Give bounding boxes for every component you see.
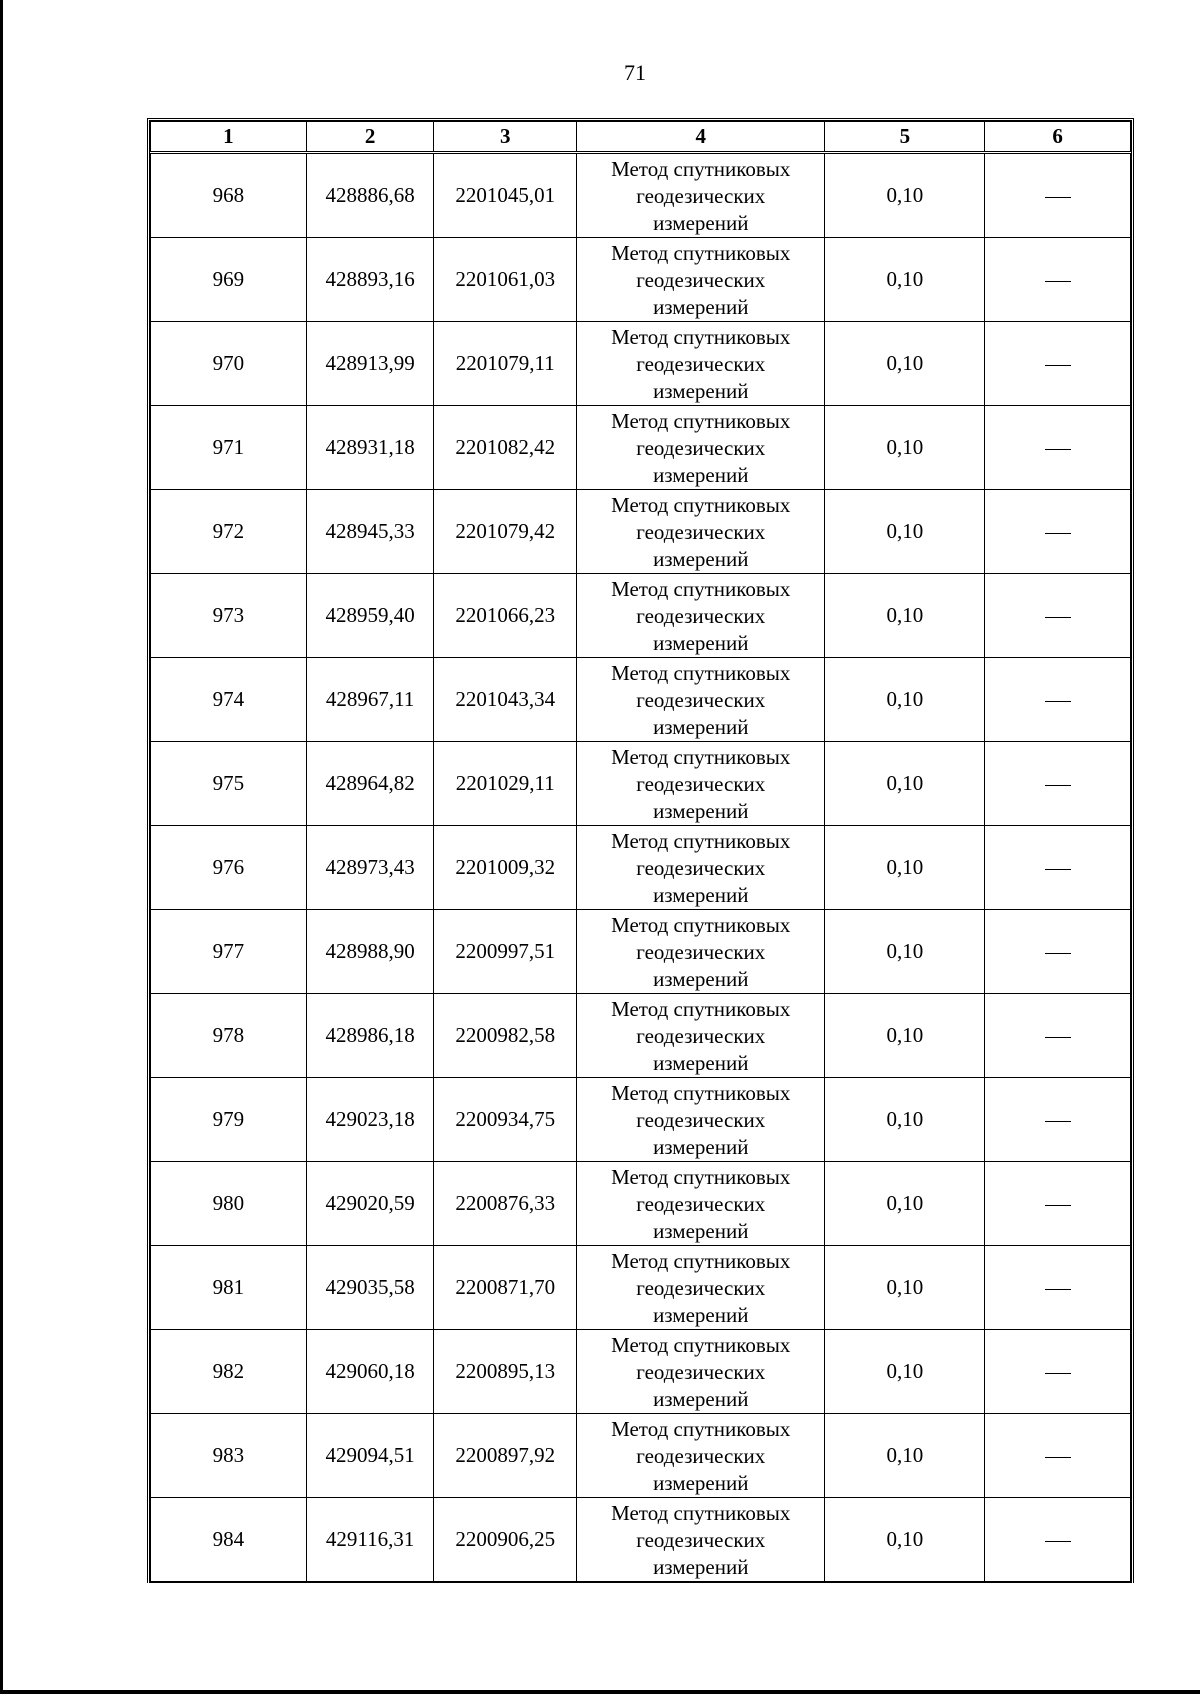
dash-mark: [1045, 1457, 1071, 1458]
column-header-3: 3: [434, 122, 577, 153]
y-coordinate-cell: 2200876,33: [434, 1162, 577, 1246]
method-cell: [577, 406, 825, 490]
table-row: [151, 238, 1131, 322]
x-coordinate-cell: 429020,59: [306, 1162, 434, 1246]
point-number-cell: 976: [151, 826, 307, 910]
accuracy-cell: 0,10: [825, 1246, 985, 1330]
point-number-cell: 972: [151, 490, 307, 574]
x-coordinate-cell: 428988,90: [306, 910, 434, 994]
table-row: [151, 406, 1131, 490]
note-cell: [985, 658, 1131, 742]
note-cell: [985, 1330, 1131, 1414]
table-row: [151, 742, 1131, 826]
point-number-cell: 977: [151, 910, 307, 994]
y-coordinate-cell: 2201029,11: [434, 742, 577, 826]
point-number-cell: 975: [151, 742, 307, 826]
accuracy-cell: 0,10: [825, 1498, 985, 1583]
point-number-cell: 983: [151, 1414, 307, 1498]
note-cell: [985, 826, 1131, 910]
point-number-cell: 982: [151, 1330, 307, 1414]
table-row: [151, 153, 1131, 238]
method-cell: [577, 1414, 825, 1498]
accuracy-cell: 0,10: [825, 574, 985, 658]
x-coordinate-cell: 429060,18: [306, 1330, 434, 1414]
page-number: 71: [624, 60, 646, 85]
note-cell: [985, 490, 1131, 574]
table-row: [151, 910, 1131, 994]
method-text: Метод спутниковых геодезических измерений: [611, 240, 791, 319]
accuracy-cell: 0,10: [825, 658, 985, 742]
y-coordinate-cell: 2200997,51: [434, 910, 577, 994]
method-cell: [577, 994, 825, 1078]
scan-edge-bottom: [0, 1690, 1200, 1694]
accuracy-cell: 0,10: [825, 910, 985, 994]
x-coordinate-cell: 428913,99: [306, 322, 434, 406]
x-coordinate-cell: 429035,58: [306, 1246, 434, 1330]
dash-mark: [1045, 365, 1071, 366]
dash-mark: [1045, 449, 1071, 450]
method-cell: [577, 742, 825, 826]
header-row: [151, 122, 1131, 153]
accuracy-cell: 0,10: [825, 994, 985, 1078]
note-cell: [985, 1498, 1131, 1583]
x-coordinate-cell: 428973,43: [306, 826, 434, 910]
method-text: Метод спутниковых геодезических измерений: [611, 492, 791, 571]
x-coordinate-cell: 428959,40: [306, 574, 434, 658]
method-cell: [577, 574, 825, 658]
note-cell: [985, 574, 1131, 658]
method-text: Метод спутниковых геодезических измерений: [611, 156, 791, 235]
dash-mark: [1045, 1289, 1071, 1290]
table-row: [151, 1330, 1131, 1414]
scan-edge-left: [0, 0, 3, 1694]
point-number-cell: 968: [151, 153, 307, 238]
table-row: [151, 826, 1131, 910]
accuracy-cell: 0,10: [825, 1414, 985, 1498]
x-coordinate-cell: 428886,68: [306, 153, 434, 238]
table-row: [151, 1246, 1131, 1330]
method-text: Метод спутниковых геодезических измерений: [611, 1416, 791, 1495]
point-number-cell: 984: [151, 1498, 307, 1583]
column-header-5: 5: [825, 122, 985, 153]
point-number-cell: 974: [151, 658, 307, 742]
x-coordinate-cell: 428967,11: [306, 658, 434, 742]
dash-mark: [1045, 785, 1071, 786]
point-number-cell: 978: [151, 994, 307, 1078]
note-cell: [985, 1078, 1131, 1162]
y-coordinate-cell: 2201043,34: [434, 658, 577, 742]
point-number-cell: 971: [151, 406, 307, 490]
method-text: Метод спутниковых геодезических измерений: [611, 1164, 791, 1243]
x-coordinate-cell: 428893,16: [306, 238, 434, 322]
note-cell: [985, 1414, 1131, 1498]
column-header-2: 2: [306, 122, 434, 153]
point-number-cell: 969: [151, 238, 307, 322]
x-coordinate-cell: 428986,18: [306, 994, 434, 1078]
table-body: [151, 153, 1131, 1583]
x-coordinate-cell: 428964,82: [306, 742, 434, 826]
x-coordinate-cell: 429023,18: [306, 1078, 434, 1162]
table-row: [151, 658, 1131, 742]
table-header: [151, 122, 1131, 153]
accuracy-cell: 0,10: [825, 1078, 985, 1162]
method-cell: [577, 1330, 825, 1414]
x-coordinate-cell: 428931,18: [306, 406, 434, 490]
y-coordinate-cell: 2200871,70: [434, 1246, 577, 1330]
note-cell: [985, 910, 1131, 994]
coordinates-table: [150, 121, 1131, 1583]
method-cell: [577, 153, 825, 238]
y-coordinate-cell: 2201066,23: [434, 574, 577, 658]
dash-mark: [1045, 1373, 1071, 1374]
table-row: [151, 574, 1131, 658]
y-coordinate-cell: 2200982,58: [434, 994, 577, 1078]
method-text: Метод спутниковых геодезических измерений: [611, 408, 791, 487]
method-text: Метод спутниковых геодезических измерений: [611, 324, 791, 403]
note-cell: [985, 406, 1131, 490]
method-cell: [577, 238, 825, 322]
dash-mark: [1045, 1121, 1071, 1122]
point-number-cell: 973: [151, 574, 307, 658]
y-coordinate-cell: 2201079,11: [434, 322, 577, 406]
note-cell: [985, 1162, 1131, 1246]
column-header-1: 1: [151, 122, 307, 153]
dash-mark: [1045, 1037, 1071, 1038]
dash-mark: [1045, 1541, 1071, 1542]
y-coordinate-cell: 2200906,25: [434, 1498, 577, 1583]
method-text: Метод спутниковых геодезических измерений: [611, 1248, 791, 1327]
column-header-6: 6: [985, 122, 1131, 153]
accuracy-cell: 0,10: [825, 238, 985, 322]
y-coordinate-cell: 2201082,42: [434, 406, 577, 490]
dash-mark: [1045, 953, 1071, 954]
accuracy-cell: 0,10: [825, 1330, 985, 1414]
y-coordinate-cell: 2200897,92: [434, 1414, 577, 1498]
note-cell: [985, 153, 1131, 238]
y-coordinate-cell: 2201009,32: [434, 826, 577, 910]
method-cell: [577, 658, 825, 742]
method-cell: [577, 1162, 825, 1246]
method-cell: [577, 826, 825, 910]
dash-mark: [1045, 869, 1071, 870]
dash-mark: [1045, 701, 1071, 702]
dash-mark: [1045, 281, 1071, 282]
y-coordinate-cell: 2201045,01: [434, 153, 577, 238]
accuracy-cell: 0,10: [825, 1162, 985, 1246]
method-cell: [577, 1246, 825, 1330]
method-cell: [577, 322, 825, 406]
accuracy-cell: 0,10: [825, 826, 985, 910]
method-text: Метод спутниковых геодезических измерений: [611, 1080, 791, 1159]
method-text: Метод спутниковых геодезических измерений: [611, 576, 791, 655]
y-coordinate-cell: 2201061,03: [434, 238, 577, 322]
point-number-cell: 980: [151, 1162, 307, 1246]
method-text: Метод спутниковых геодезических измерений: [611, 660, 791, 739]
accuracy-cell: 0,10: [825, 322, 985, 406]
y-coordinate-cell: 2200895,13: [434, 1330, 577, 1414]
accuracy-cell: 0,10: [825, 490, 985, 574]
method-text: Метод спутниковых геодезических измерений: [611, 1332, 791, 1411]
note-cell: [985, 322, 1131, 406]
note-cell: [985, 1246, 1131, 1330]
x-coordinate-cell: 429094,51: [306, 1414, 434, 1498]
dash-mark: [1045, 617, 1071, 618]
method-text: Метод спутниковых геодезических измерений: [611, 912, 791, 991]
method-text: Метод спутниковых геодезических измерений: [611, 744, 791, 823]
note-cell: [985, 994, 1131, 1078]
table-row: [151, 1498, 1131, 1583]
accuracy-cell: 0,10: [825, 742, 985, 826]
method-cell: [577, 490, 825, 574]
method-text: Метод спутниковых геодезических измерений: [611, 828, 791, 907]
table-row: [151, 322, 1131, 406]
point-number-cell: 981: [151, 1246, 307, 1330]
x-coordinate-cell: 428945,33: [306, 490, 434, 574]
column-header-4: 4: [577, 122, 825, 153]
point-number-cell: 970: [151, 322, 307, 406]
point-number-cell: 979: [151, 1078, 307, 1162]
table-row: [151, 1078, 1131, 1162]
accuracy-cell: 0,10: [825, 406, 985, 490]
dash-mark: [1045, 533, 1071, 534]
y-coordinate-cell: 2201079,42: [434, 490, 577, 574]
method-cell: [577, 1078, 825, 1162]
method-text: Метод спутниковых геодезических измерений: [611, 996, 791, 1075]
accuracy-cell: 0,10: [825, 153, 985, 238]
table-row: [151, 1414, 1131, 1498]
dash-mark: [1045, 1205, 1071, 1206]
y-coordinate-cell: 2200934,75: [434, 1078, 577, 1162]
dash-mark: [1045, 197, 1071, 198]
x-coordinate-cell: 429116,31: [306, 1498, 434, 1583]
method-cell: [577, 910, 825, 994]
table-row: [151, 994, 1131, 1078]
table-row: [151, 1162, 1131, 1246]
method-text: Метод спутниковых геодезических измерений: [611, 1500, 791, 1579]
method-cell: [577, 1498, 825, 1583]
note-cell: [985, 238, 1131, 322]
note-cell: [985, 742, 1131, 826]
coordinates-table-frame: [147, 118, 1134, 1583]
table-row: [151, 490, 1131, 574]
